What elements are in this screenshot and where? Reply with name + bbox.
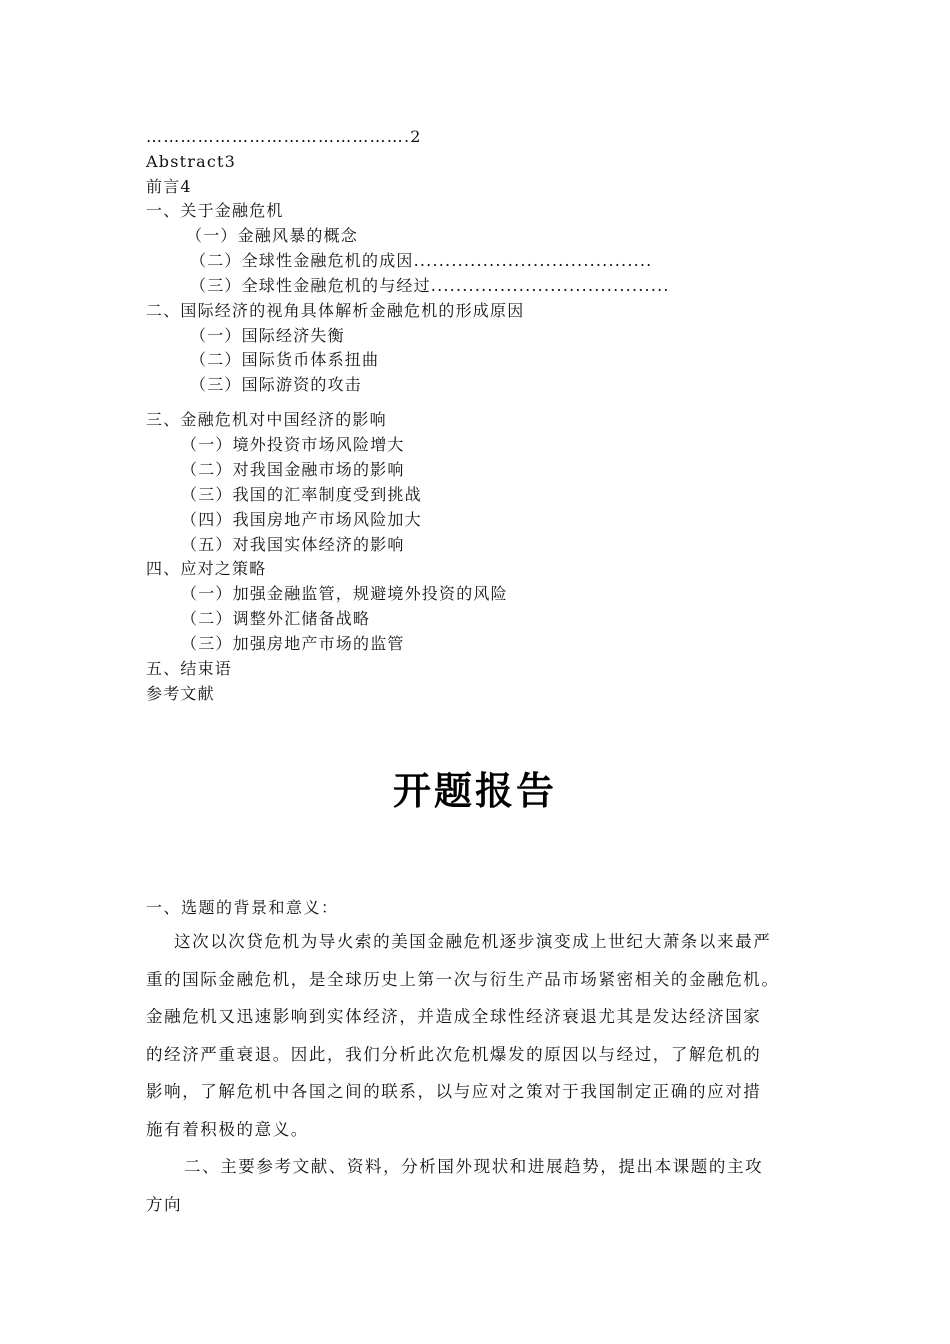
toc-item-3-1: （一）境外投资市场风险增大 bbox=[181, 435, 405, 454]
toc-item-chapter-1: 一、关于金融危机 bbox=[146, 201, 284, 220]
toc-item-4-3: （三）加强房地产市场的监管 bbox=[181, 634, 405, 653]
paragraph-line: 重的国际金融危机，是全球历史上第一次与衍生产品市场紧密相关的金融危机。 bbox=[146, 969, 780, 989]
toc-item-1-3: （三）全球性金融危机的与经过...................................... bbox=[190, 276, 670, 295]
paragraph-line: 金融危机又迅速影响到实体经济，并造成全球性经济衰退尤其是发达经济国家 bbox=[146, 1007, 762, 1026]
background-paragraph bbox=[146, 923, 816, 1148]
toc-item-preface: 前言4 bbox=[146, 177, 192, 196]
paragraph-line: 影响，了解危机中各国之间的联系，以与应对之策对于我国制定正确的应对措 bbox=[146, 1082, 762, 1101]
section-heading-background: 一、选题的背景和意义： bbox=[146, 898, 339, 917]
toc-item-3-2: （二）对我国金融市场的影响 bbox=[181, 460, 405, 479]
toc-item-1-1: （一）金融风暴的概念 bbox=[186, 226, 359, 245]
paragraph-line: 施有着积极的意义。 bbox=[146, 1119, 309, 1139]
paragraph-line: 这次以次贷危机为导火索的美国金融危机逐步演变成上世纪大萧条以来最严 bbox=[174, 932, 772, 951]
toc-item-3-4: （四）我国房地产市场风险加大 bbox=[181, 510, 422, 529]
toc-item-references: 参考文献 bbox=[146, 684, 215, 703]
toc-item-abstract: Abstract3 bbox=[146, 152, 236, 171]
toc-item-chapter-2: 二、国际经济的视角具体解析金融危机的形成原因 bbox=[146, 301, 525, 320]
toc-item-4-1: （一）加强金融监管，规避境外投资的风险 bbox=[181, 584, 508, 603]
paragraph-line: 的经济严重衰退。因此，我们分析此次危机爆发的原因以与经过，了解危机的 bbox=[146, 1044, 762, 1064]
toc-item-2-3: （三）国际游资的攻击 bbox=[190, 375, 363, 394]
report-title: 开题报告 bbox=[392, 769, 557, 813]
toc-item-3-5: （五）对我国实体经济的影响 bbox=[181, 535, 405, 554]
references-paragraph bbox=[146, 1148, 816, 1223]
toc-item-2-2: （二）国际货币体系扭曲 bbox=[190, 350, 380, 369]
toc-page-leader: ……………………………………….2 bbox=[146, 127, 422, 146]
toc-item-3-3: （三）我国的汇率制度受到挑战 bbox=[181, 485, 422, 504]
toc-item-1-2: （二）全球性金融危机的成因...................................... bbox=[190, 251, 653, 270]
paragraph-line: 方向 bbox=[146, 1194, 183, 1214]
toc-item-chapter-3: 三、金融危机对中国经济的影响 bbox=[146, 410, 387, 429]
toc-item-conclusion: 五、结束语 bbox=[146, 659, 233, 678]
toc-item-4-2: （二）调整外汇储备战略 bbox=[181, 609, 371, 628]
toc-item-2-1: （一）国际经济失衡 bbox=[190, 326, 345, 345]
toc-item-chapter-4: 四、应对之策略 bbox=[146, 559, 267, 578]
paragraph-line: 二、主要参考文献、资料，分析国外现状和进展趋势，提出本课题的主攻 bbox=[184, 1157, 764, 1176]
